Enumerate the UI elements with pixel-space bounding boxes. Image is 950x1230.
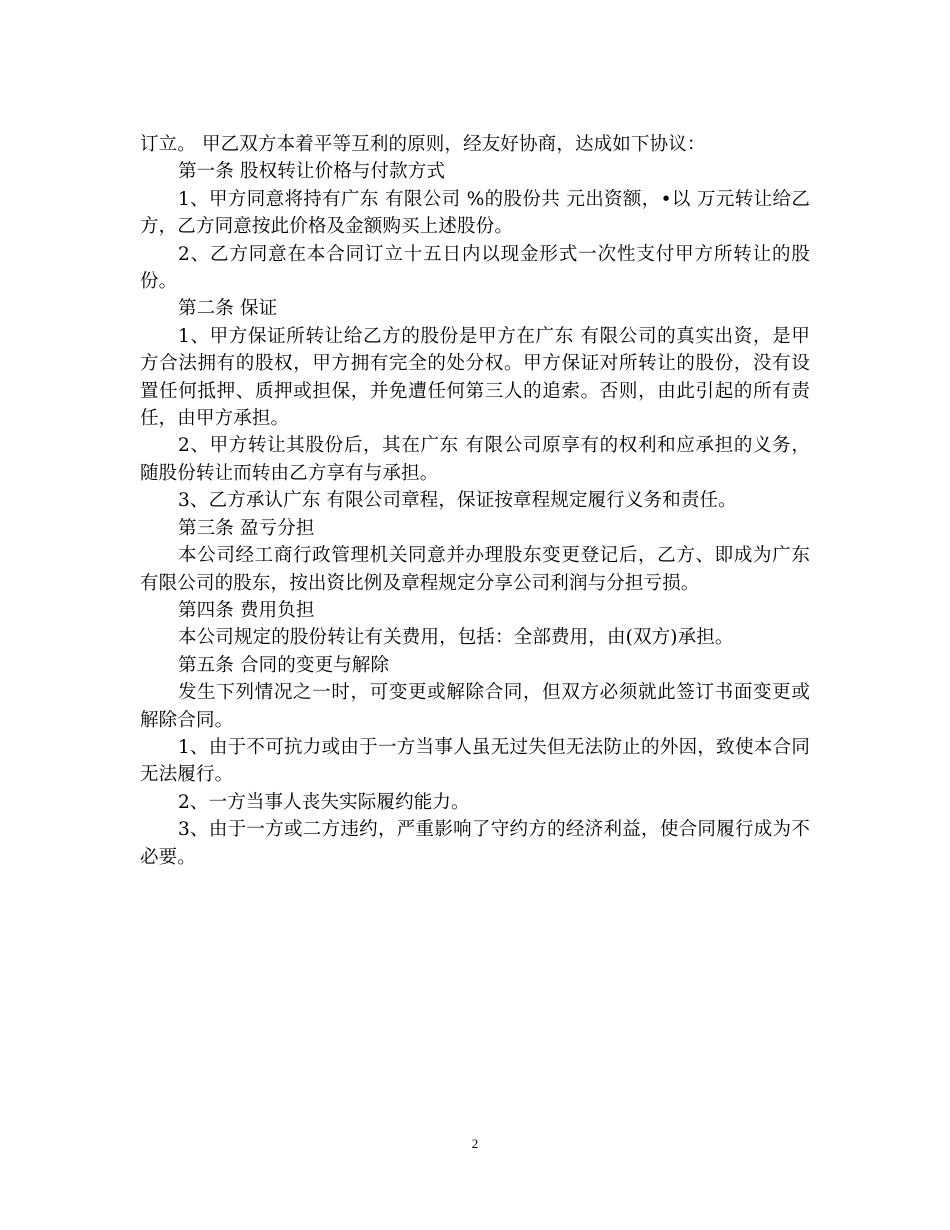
article-1-clause-1: 1、甲方同意将持有广东 有限公司 %的股份共 元出资额，•以 万元转让给乙方，乙方同意按此价格及金额购买上述股份。 [140,188,810,238]
article-3-body: 本公司经工商行政管理机关同意并办理股东变更登记后，乙方、即成为广东 有限公司的股东，按出资比例及章程规定分享公司利润与分担亏损。 [140,545,810,594]
article-5-heading: 第五条 合同的变更与解除 [178,654,390,676]
document-body [140,131,810,871]
article-4-body: 本公司规定的股份转让有关费用，包括：全部费用，由(双方)承担。 [178,627,734,649]
article-3-heading: 第三条 盈亏分担 [178,517,315,539]
paragraph-intro: 订立。 甲乙双方本着平等互利的原则，经友好协商，达成如下协议： [140,134,706,155]
article-2-clause-3: 3、乙方承认广东 有限公司章程，保证按章程规定履行义务和责任。 [178,490,737,512]
page-number: 2 [471,1136,479,1151]
article-5-clause-1: 1、由于不可抗力或由于一方当事人虽无过失但无法防止的外因，致使本合同无法履行。 [140,736,810,786]
article-2-heading: 第二条 保证 [178,298,278,320]
article-1-clause-2: 2、乙方同意在本合同订立十五日内以现金形式一次性支付甲方所转让的股份。 [140,243,810,293]
article-5-clause-2: 2、一方当事人丧失实际履约能力。 [178,791,470,813]
article-5-clause-3: 3、由于一方或二方违约，严重影响了守约方的经济利益，使合同履行成为不必要。 [140,819,810,868]
article-5-body: 发生下列情况之一时，可变更或解除合同，但双方必须就此签订书面变更或解除合同。 [140,682,810,731]
article-2-clause-1: 1、甲方保证所转让给乙方的股份是甲方在广东 有限公司的真实出资，是甲方合法拥有的股权，甲方拥有完全的处分权。甲方保证对所转让的股份，没有设置任何抵押、质押或担保，并免遭任何第三人的追索。否则，由此引起的所有责任，由甲方承担。 [140,325,810,430]
article-4-heading: 第四条 费用负担 [178,599,315,621]
article-1-heading: 第一条 股权转让价格与付款方式 [178,161,446,183]
article-2-clause-2: 2、甲方转让其股份后，其在广东 有限公司原享有的权利和应承担的义务，随股份转让而转由乙方享有与承担。 [140,435,810,484]
